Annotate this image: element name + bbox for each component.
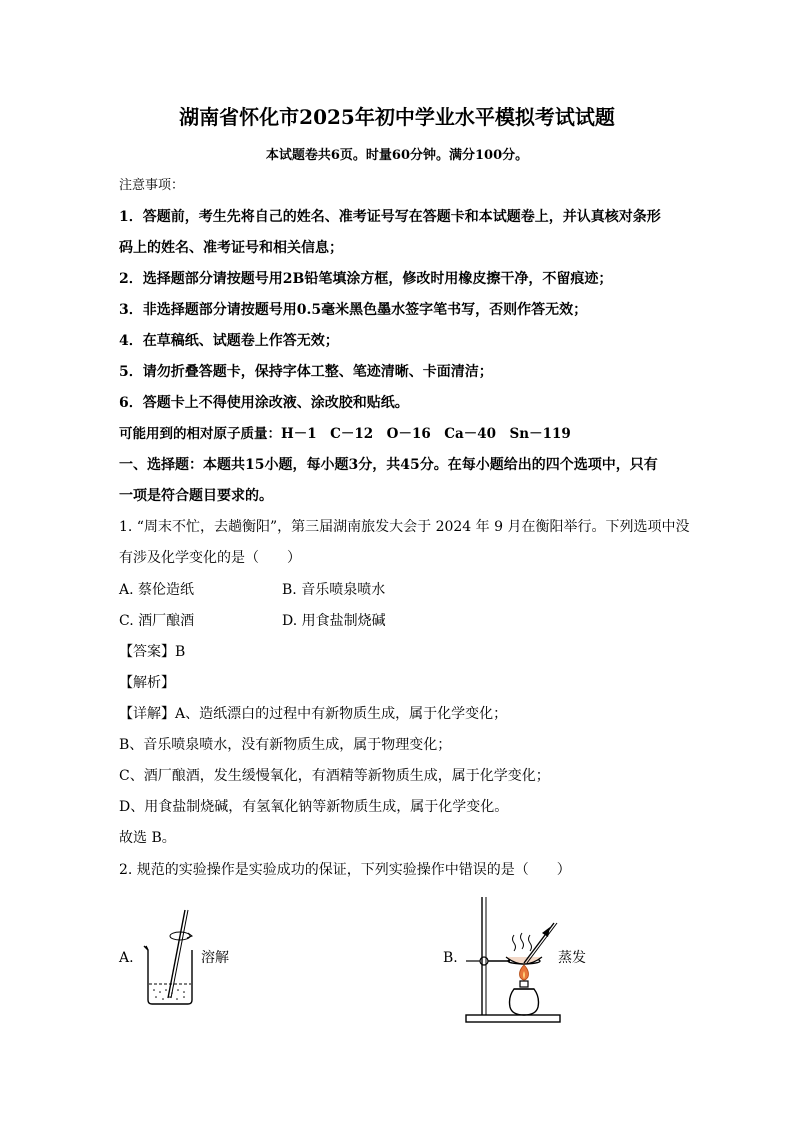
section-heading: 一项是符合题目要求的。: [119, 488, 273, 504]
beaker-stirring-figure: [138, 906, 198, 1006]
notice-item: 3．非选择题部分请按题号用0.5毫米黑色墨水签字笔书写，否则作答无效；: [119, 302, 588, 318]
page-title: 湖南省怀化市2025年初中学业水平模拟考试试题: [179, 105, 615, 129]
exam-subtitle: 本试题卷共6页。时量60分钟。满分100分。: [265, 148, 529, 163]
notice-item: 码上的姓名、准考证号和相关信息；: [119, 240, 343, 256]
notice-item: 4．在草稿纸、试题卷上作答无效；: [119, 333, 339, 349]
q1-answer: 【答案】B: [119, 644, 186, 660]
q1-option-a: A. 蔡伦造纸: [119, 582, 195, 598]
notice-heading: 注意事项：: [119, 178, 185, 193]
evaporation-apparatus-figure: [462, 893, 562, 1028]
q1-stem: 1. “周末不忙，去趟衡阳”，第三届湖南旅发大会于 2024 年 9 月在衡阳举行。下列选项中没: [119, 519, 690, 535]
q1-option-c: C. 酒厂酿酒: [119, 613, 195, 629]
q2-stem: 2. 规范的实验操作是实验成功的保证，下列实验操作中错误的是（ ）: [119, 862, 571, 878]
q2-option-a-letter: A.: [119, 950, 134, 966]
q1-detail-line: D、用食盐制烧碱，有氢氧化钠等新物质生成，属于化学变化。: [119, 799, 509, 815]
notice-item: 2．选择题部分请按题号用2B铅笔填涂方框，修改时用橡皮擦干净，不留痕迹；: [119, 271, 613, 287]
q1-analysis-heading: 【解析】: [119, 675, 175, 691]
q2-option-b-label: 蒸发: [558, 950, 586, 966]
q2-option-a-label: 溶解: [201, 950, 229, 966]
q1-option-d: D. 用食盐制烧碱: [282, 613, 386, 629]
section-heading: 一、选择题：本题共15小题，每小题3分，共45分。在每小题给出的四个选项中，只有: [119, 457, 658, 473]
q1-detail-line: 故选 B。: [119, 830, 176, 846]
atomic-masses: 可能用到的相对原子质量：H－1 C－12 O－16 Ca－40 Sn－119: [119, 426, 571, 442]
notice-item: 6．答题卡上不得使用涂改液、涂改胶和贴纸。: [119, 395, 409, 411]
q1-detail-line: B、音乐喷泉喷水，没有新物质生成，属于物理变化；: [119, 737, 452, 753]
q1-stem: 有涉及化学变化的是（ ）: [119, 550, 301, 566]
notice-item: 1．答题前，考生先将自己的姓名、准考证号写在答题卡和本试题卷上，并认真核对条形: [119, 209, 661, 225]
q1-option-b: B. 音乐喷泉喷水: [282, 582, 386, 598]
q1-detail-line: C、酒厂酿酒，发生缓慢氧化，有酒精等新物质生成，属于化学变化；: [119, 768, 550, 784]
q2-option-b-letter: B.: [443, 950, 458, 966]
notice-item: 5．请勿折叠答题卡，保持字体工整、笔迹清晰、卡面清洁；: [119, 364, 493, 380]
q1-detail-line: 【详解】A、造纸漂白的过程中有新物质生成，属于化学变化；: [119, 706, 508, 722]
